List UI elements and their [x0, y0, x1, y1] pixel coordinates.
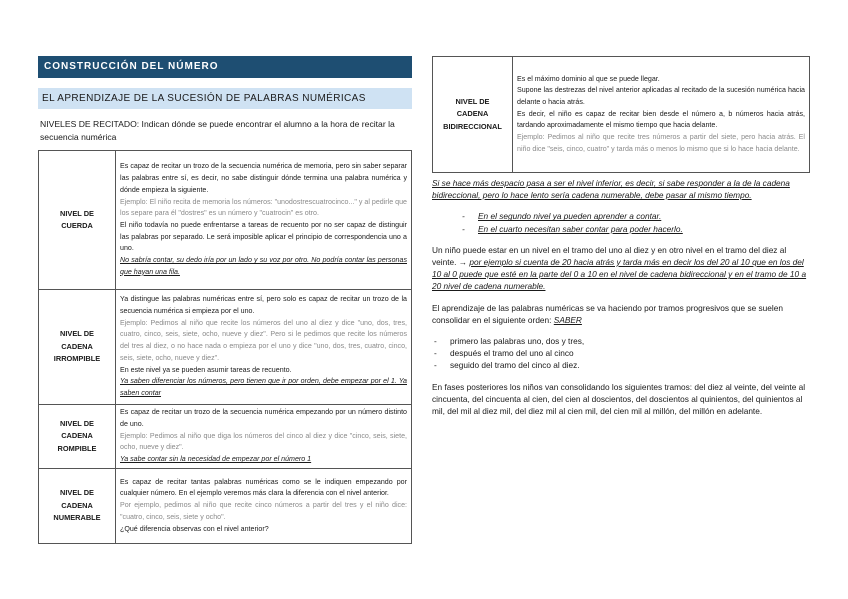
level-note: Ya sabe contar sin la necesidad de empezar por el número 1	[120, 455, 312, 464]
level-example: Por ejemplo, pedimos al niño que recite cinco números a partir del tres y el niño dice: "cuatro, cinco, seis, siete y ocho".	[120, 501, 407, 521]
level-description	[513, 57, 810, 173]
level-row-irrompible	[39, 290, 412, 405]
bidirectional-table	[432, 56, 810, 173]
level-note: No sabría contar, su dedo iría por un lado y su voz por otro. No podría contar las personas que hayan una fila.	[120, 256, 407, 276]
learn-list	[432, 210, 810, 234]
section-title: CONSTRUCCIÓN DEL NÚMERO	[38, 56, 412, 78]
tramos-paragraph: El aprendizaje de las palabras numéricas se va haciendo por tramos progresivos que se suelen consolidar en el siguiente orden: SABER	[432, 302, 783, 325]
level-text: Ya distingue las palabras numéricas entre sí, pero solo es capaz de recitar un trozo de la secuencia numérica si empieza por el uno.	[120, 295, 407, 316]
levels-table	[38, 150, 412, 544]
level-description	[116, 151, 412, 290]
level-question: ¿Qué diferencia observas con el nivel anterior?	[120, 524, 269, 533]
level-description	[116, 469, 412, 544]
section-subtitle: EL APRENDIZAJE DE LA SUCESIÓN DE PALABRAS NUMÉRICAS	[38, 88, 412, 109]
level-row-rompible	[39, 405, 412, 469]
level-name: NIVEL DE CADENA NUMERABLE	[39, 469, 116, 544]
level-text: Es capaz de recitar un trozo de la secuencia numérica de memoria, pero sin saber separar las palabras entre sí, es decir, no sabe distinguir dónde termina una palabra numérica y dónde empieza la siguiente.	[120, 162, 407, 194]
level-text: El niño todavía no puede enfrentarse a tareas de recuento por no ser capaz de distinguir las palabras por separado. Le será imposible aplicar el principio de correspondencia uno a uno.	[120, 221, 407, 253]
level-name: NIVEL DE CUERDA	[39, 151, 116, 290]
list-item: - después el tramo del uno al cinco	[432, 347, 810, 359]
level-description	[116, 405, 412, 469]
level-row-bidireccional	[433, 57, 810, 173]
left-column	[38, 56, 412, 544]
level-name: NIVEL DE CADENA ROMPIBLE	[39, 405, 116, 469]
intro-text: NIVELES DE RECITADO: Indican dónde se puede encontrar el alumno a la hora de recitar la secuencia numérica	[40, 119, 395, 142]
level-row-cuerda	[39, 151, 412, 290]
slow-note: Si se hace más despacio pasa a ser el nivel inferior, es decir, si sabe responder a la de la cadena bidireccional, pero lo hace lento sería cadena numerable, debe pasar al mismo tiempo.	[432, 178, 790, 201]
level-text: Es el máximo dominio al que se puede llegar.	[517, 74, 660, 83]
level-example: Ejemplo: Pedimos al niño que recite tres números a partir del siete, pero hacia atrás. El niño dice "seis, cinco, cuatro" y tarda más o menos lo mismo que si lo hace hacia delante.	[517, 133, 805, 153]
list-item: - seguido del tramo del cinco al diez.	[432, 359, 810, 371]
list-item: - primero las palabras uno, dos y tres,	[432, 335, 810, 347]
level-text: Es capaz de recitar tantas palabras numéricas como se le indiquen empezando por cualquier número. En el ejemplo veremos más clara la diferencia con el nivel anterior.	[120, 477, 407, 498]
level-text: Es capaz de recitar un trozo de la secuencia numérica empezando por un número distinto de uno.	[120, 408, 407, 428]
list-item: - En el cuarto necesitan saber contar para poder hacerlo.	[432, 223, 810, 235]
level-example: Ejemplo: Pedimos al niño que diga los números del cinco al diez y dice "cinco, seis, siete, ocho, nueve y diez".	[120, 431, 407, 452]
list-item: - En el segundo nivel ya pueden aprender a contar.	[432, 210, 810, 222]
level-example: Ejemplo: El niño recita de memoria los números: "unodostrescuatrocinco..." y al pedirle que los separe para él "dostres" es un número y "cuatrocin" es otro.	[120, 197, 407, 218]
level-name: NIVEL DE CADENA BIDIRECCIONAL	[433, 57, 513, 173]
level-text: Supone las destrezas del nivel anterior aplicadas al recitado de la sucesión numérica hacia delante o hacia atrás.	[517, 86, 805, 106]
tramo-paragraph: Un niño puede estar en un nivel en el tramo del uno al diez y en otro nivel en el tramo del diez al veinte. → por ejemplo si cuenta de 20 hacia atrás y tarda más en decir los del 20 al 10 que en los del 10 al 0 puede que esté en la parte del 0 a 10 en el nivel de cadena bidireccional y en el tramo de 10 a 20 nivel de cadena numerable.	[432, 244, 807, 292]
level-text: En este nivel ya se pueden asumir tareas de recuento.	[120, 365, 292, 374]
level-description	[116, 290, 412, 405]
level-name: NIVEL DE CADENA IRROMPIBLE	[39, 290, 116, 405]
order-list	[432, 335, 810, 372]
right-column	[432, 56, 810, 417]
level-note: Ya saben diferenciar los números, pero tienen que ir por orden, debe empezar por el 1. Ya saben contar	[120, 377, 407, 397]
level-row-numerable	[39, 469, 412, 544]
level-example: Ejemplo: Pedimos al niño que recite los números del uno al diez y dice "uno, dos, tres, cuatro, cinco, seis, siete, ocho, nueve y diez". Pero si le pedimos que recite los números del tres al diez, o no hace nada o empieza por el uno y dice "uno, dos, tres, cuatro, cinco, seis, siete, ocho, nueve y diez".	[120, 318, 407, 362]
final-paragraph: En fases posteriores los niños van consolidando los siguientes tramos: del diez al veinte, del veinte al cincuenta, del cincuenta al cien, del cien al doscientos, del doscientos al quinientos, del quinientos al mil, del mil al diez mil, del diez mil al cien mil, del cien mil al millón, del millón en adelante.	[432, 381, 806, 417]
level-text: Es decir, el niño es capaz de recitar bien desde el número a, b números hacia atrás, tardando aproximadamente el mismo tiempo que hacia delante.	[517, 109, 805, 130]
